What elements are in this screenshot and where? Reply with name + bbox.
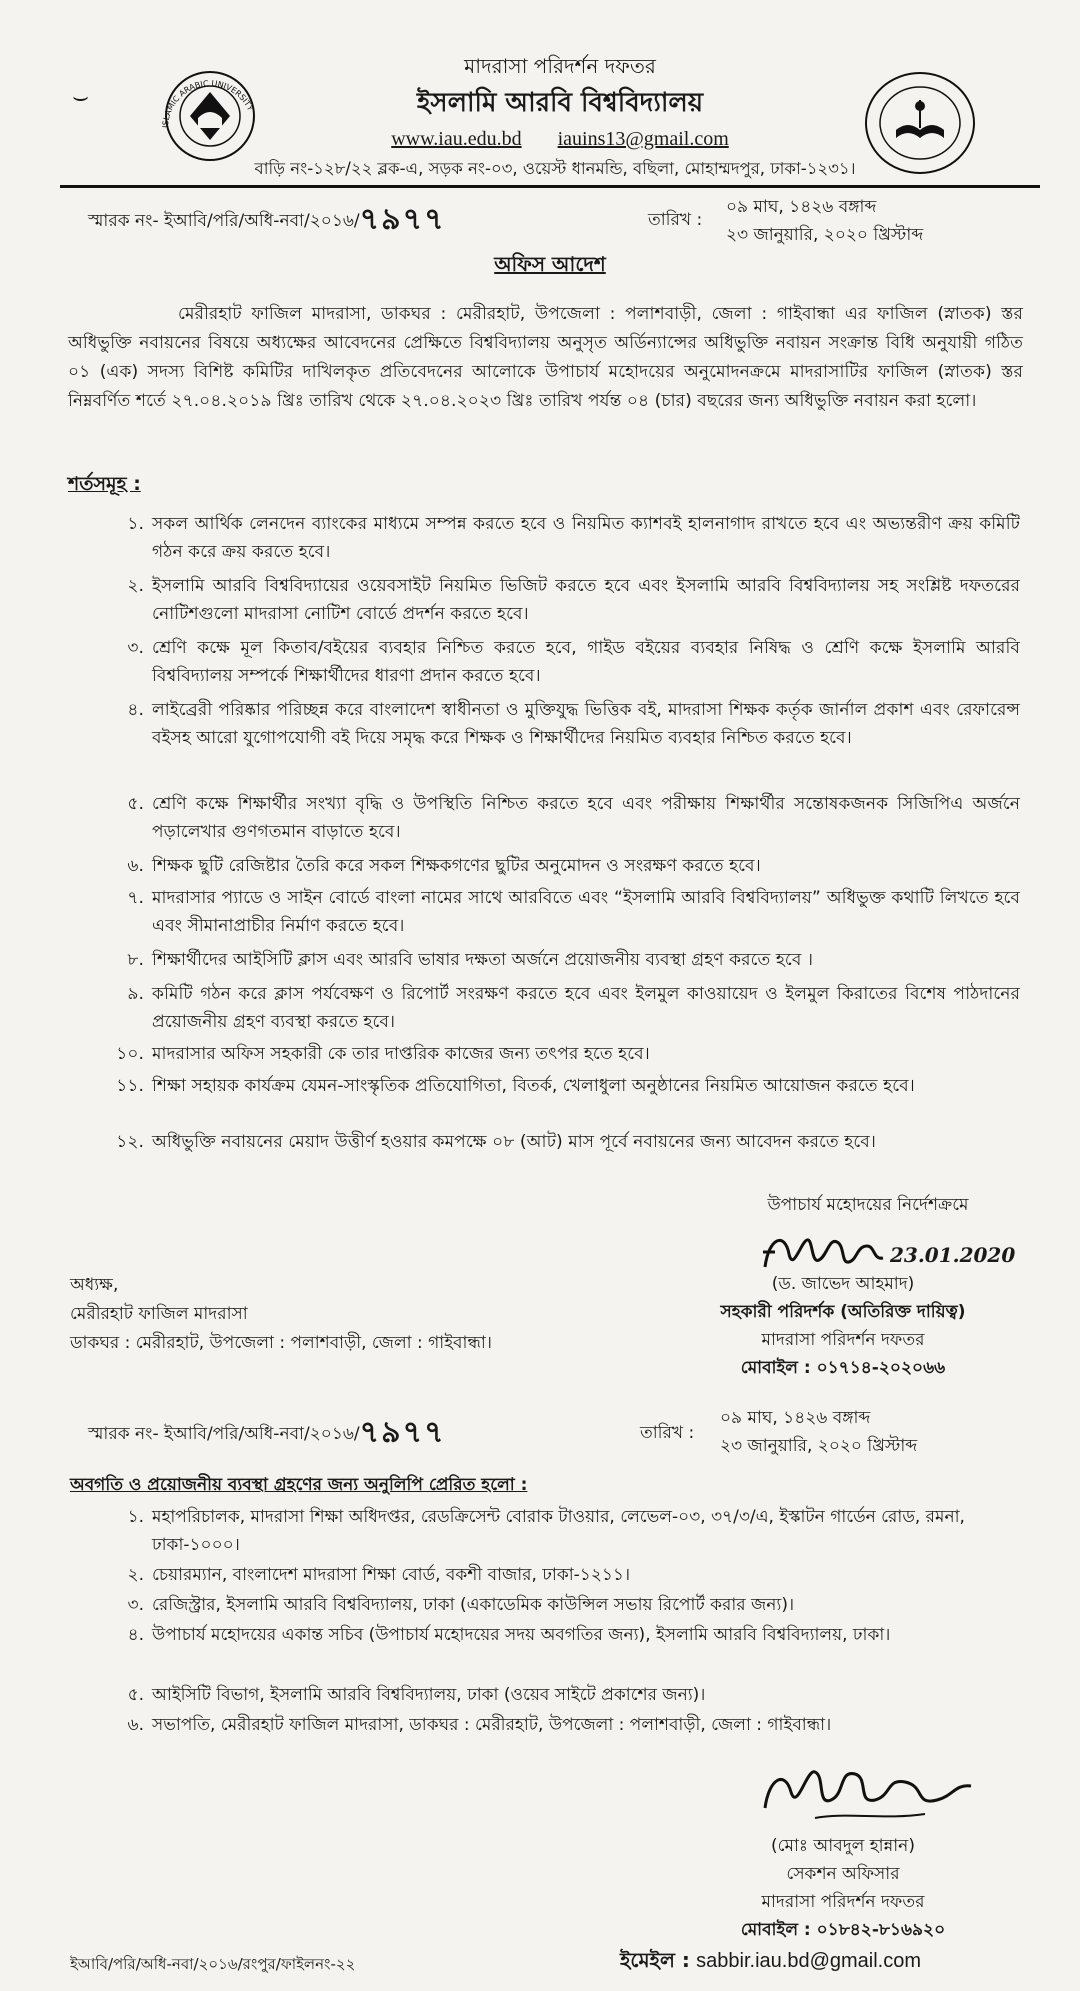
signatory-designation: সহকারী পরিদর্শক (অতিরিক্ত দায়িত্ব) <box>720 1302 966 1322</box>
memo-prefix: স্মারক নং- ইআবি/পরি/অধি-নবা/২০১৬/ <box>88 211 360 231</box>
signature-date: 23.01.2020 <box>890 1243 1016 1267</box>
condition-item: ১. সকল আর্থিক লেনদেন ব্যাংকের মাধ্যমে সম্পন্ন করতে হবে ও নিয়মিত ক্যাশবই হালনাগাদ রাখতে হবে এং অভ্যন্তরীণ ক্রয় কমিটি গঠন করে ক্রয় করতে হবে। <box>127 514 1020 562</box>
signatory-2-mobile: মোবাইল : ০১৮৪২-৮১৬৯২০ <box>740 1920 946 1940</box>
signatory-2-email[interactable]: sabbir.iau.bd@gmail.com <box>696 1950 922 1972</box>
recipient-address: ডাকঘর : মেরীরহাট, উপজেলা : পলাশবাড়ী, জেলা : গাইবান্ধা। <box>70 1333 492 1353</box>
condition-item: ৩. শ্রেণি কক্ষে মূল কিতাব/বইয়ের ব্যবহার নিশ্চিত করতে হবে, গাইড বইয়ের ব্যবহার নিষিদ্ধ ও শ্রেণি কক্ষে ইসলামি আরবি বিশ্ববিদ্যালয় সম্পর্কে শিক্ষার্থীদের ধারণা প্রদান করতে হবে। <box>127 638 1020 686</box>
date-bangla: ০৯ মাঘ, ১৪২৬ বঙ্গাব্দ <box>726 197 877 217</box>
cc-item: ২. চেয়ারম্যান, বাংলাদেশ মাদরাসা শিক্ষা বোর্ড, বকশী বাজার, ঢাকা-১২১১। <box>127 1565 631 1585</box>
condition-item: ৮. শিক্ষার্থীদের আইসিটি ক্লাস এবং আরবি ভাষার দক্ষতা অর্জনে প্রয়োজনীয় ব্যবস্থা গ্রহণ করতে হবে । <box>127 950 814 970</box>
cc-heading: অবগতি ও প্রয়োজনীয় ব্যবস্থা গ্রহণের জন্য অনুলিপি প্রেরিত হলো : <box>70 1475 528 1495</box>
logo-arc-text: ISLAMIC ARABIC UNIVERSITY <box>160 78 255 129</box>
condition-item: ৫. শ্রেণি কক্ষে শিক্ষার্থীর সংখ্যা বৃদ্ধি ও উপস্থিতি নিশ্চিত করতে হবে এবং পরীক্ষায় শিক্ষার্থীর সন্তোষকজনক সিজিপিএ অর্জনে পড়ালেখার গুণগতমান বাড়াতে হবে। <box>127 794 1020 842</box>
body-paragraph: মেরীরহাট ফাজিল মাদরাসা, ডাকঘর : মেরীরহাট, উপজেলা : পলাশবাড়ী, জেলা : গাইবান্ধা এর ফাজিল (স্নাতক) স্তর অধিভুক্তি নবায়নের বিষয়ে অধ্যক্ষের আবেদনের প্রেক্ষিতে বিশ্ববিদ্যালয় অনুসৃত অর্ডিন্যান্সের অধিভুক্তি নবায়ন সংক্রান্ত বিধি অনুযায়ী গঠিত ০১ (এক) সদস্য বিশিষ্ট কমিটির দাখিলকৃত প্রতিবেদনের আলোকে উপাচার্য মহোদয়ের অনুমোদনক্রমে মাদরাসাটির ফাজিল (স্নাতক) স্তর নিম্নবর্ণিত শর্তে ২৭.০৪.২০১৯ খ্রিঃ তারিখ থেকে ২৭.০৪.২০২৩ খ্রিঃ তারিখ পর্যন্ত ০৪ (চার) বছরের জন্য অধিভুক্তি নবায়ন করা হলো। <box>68 304 1023 411</box>
header-divider <box>60 185 1040 188</box>
memo-number: ৭৯৭৭ <box>359 202 446 237</box>
condition-item: ২. ইসলামি আরবি বিশ্ববিদ্যায়ের ওয়েবসাইট নিয়মিত ভিজিট করতে হবে এবং ইসলামি আরবি বিশ্ববিদ্যালয় সহ সংশ্লিষ্ট দফতরের নোটিশগুলো মাদরাসা নোটিশ বোর্ডে প্রদর্শন করতে হবে। <box>127 576 1020 624</box>
date-english-2: ২৩ জানুয়ারি, ২০২০ খ্রিস্টাব্দ <box>720 1436 918 1456</box>
signatory-2-name: (মোঃ আবদুল হান্নান) <box>771 1836 915 1856</box>
condition-item: ১০. মাদরাসার অফিস সহকারী কে তার দাপ্তরিক কাজের জন্য তৎপর হতে হবে। <box>116 1044 650 1064</box>
condition-item: ৬. শিক্ষক ছুটি রেজিষ্টার তৈরি করে সকল শিক্ষকগণের ছুটির অনুমোদন ও সংরক্ষণ করতে হবে। <box>127 856 761 876</box>
website-link[interactable]: www.iau.edu.bd <box>391 128 522 150</box>
cc-item: ৬. সভাপতি, মেরীরহাট ফাজিল মাদরাসা, ডাকঘর : মেরীরহাট, উপজেলা : পলাশবাড়ী, জেলা : গাইবান্ধা। <box>127 1715 832 1735</box>
cc-item: ৪. উপাচার্য মহোদয়ের একান্ত সচিব (উপাচার্য মহোদয়ের সদয় অবগতির জন্য), ইসলামি আরবি বিশ্ববিদ্যালয়, ঢাকা। <box>127 1625 891 1645</box>
recipient-title: অধ্যক্ষ, <box>70 1275 119 1295</box>
signatory-office: মাদরাসা পরিদর্শন দফতর <box>761 1330 925 1350</box>
seal-logo <box>860 68 980 178</box>
condition-item: ১২. অধিভুক্তি নবায়নের মেয়াদ উত্তীর্ণ হওয়ার কমপক্ষে ০৮ (আট) মাস পূর্বে নবায়নের জন্য আবেদন করতে হবে। <box>116 1132 876 1152</box>
cc-item: ১. মহাপরিচালক, মাদরাসা শিক্ষা অধিদপ্তর, রেডক্রিসেন্ট বোরাক টাওয়ার, লেভেল-০৩, ৩৭/৩/এ, ইস্কাটন গার্ডেন রোড, রমনা, ঢাকা-১০০০। <box>127 1507 965 1555</box>
document-title: অফিস আদেশ <box>494 252 606 276</box>
recipient-institution: মেরীরহাট ফাজিল মাদরাসা <box>70 1304 248 1324</box>
condition-item: ১১. শিক্ষা সহায়ক কার্যক্রম যেমন-সাংস্কৃতিক প্রতিযোগিতা, বিতর্ক, খেলাধুলা অনুষ্ঠানের নিয়মিত আয়োজন করতে হবে। <box>116 1076 915 1096</box>
memo-number-line-2 <box>88 1408 446 1459</box>
university-logo <box>150 58 270 166</box>
office-name: মাদরাসা পরিদর্শন দফতর <box>464 54 656 78</box>
cc-item: ৩. রেজিস্ট্রার, ইসলামি আরবি বিশ্ববিদ্যালয়, ঢাকা (একাডেমিক কাউন্সিল সভায় রিপোর্ট করার জন্য)। <box>127 1595 795 1615</box>
address-line: বাড়ি নং-১২৮/২২ ব্লক-এ, সড়ক নং-০৩, ওয়েস্ট ধানমন্ডি, বছিলা, মোহাম্মদপুর, ঢাকা-১২৩১। <box>254 159 856 178</box>
handwritten-tick-mark: ⌣ <box>72 82 90 112</box>
condition-item: ৪. লাইব্রেরী পরিষ্কার পরিচ্ছন্ন করে বাংলাদেশ স্বাধীনতা ও মুক্তিযুদ্ধ ভিত্তিক বই, মাদরাসা শিক্ষক কর্তৃক জার্নাল প্রকাশ এবং রেফারেন্স বইসহ আরো যুগোপযোগী বই দিয়ে সমৃদ্ধ করে শিক্ষক ও শিক্ষার্থীদের নিয়মিত ব্যবহার নিশ্চিত করতে হবে। <box>127 700 1020 748</box>
memo-prefix-2: স্মারক নং- ইআবি/পরি/অধি-নবা/২০১৬/ <box>88 1424 360 1444</box>
cc-item: ৫. আইসিটি বিভাগ, ইসলামি আরবি বিশ্ববিদ্যালয়, ঢাকা (ওয়েব সাইটে প্রকাশের জন্য)। <box>127 1685 706 1705</box>
signatory-mobile: মোবাইল : ০১৭১৪-২০২০৬৬ <box>740 1358 946 1378</box>
signatory-2-office: মাদরাসা পরিদর্শন দফতর <box>761 1892 925 1912</box>
contact-line <box>300 128 820 151</box>
email-label: ইমেইল : <box>620 1948 690 1972</box>
conditions-heading: শর্তসমূহ : <box>68 473 141 495</box>
date-label-2: তারিখ : <box>640 1423 695 1443</box>
university-name: ইসলামি আরবি বিশ্ববিদ্যালয় <box>416 88 704 118</box>
date-bangla-2: ০৯ মাঘ, ১৪২৬ বঙ্গাব্দ <box>720 1408 871 1428</box>
date-english: ২৩ জানুয়ারি, ২০২০ খ্রিস্টাব্দ <box>726 225 924 245</box>
condition-item: ৯. কমিটি গঠন করে ক্লাস পর্যবেক্ষণ ও রিপোর্ট সংরক্ষণ করতে হবে এবং ইলমুল কাওয়ায়েদ ও ইলমুল কিরাতের বিশেষ পাঠদানের প্রয়োজনীয় গ্রহণ ব্যবস্থা করতে হবে। <box>127 984 1020 1032</box>
email-link[interactable]: iauins13@gmail.com <box>557 128 729 150</box>
file-reference: ইআবি/পরি/অধি-নবা/২০১৬/রংপুর/ফাইলনং-২২ <box>70 1955 356 1973</box>
signature-2 <box>755 1748 985 1832</box>
memo-number-2: ৭৯৭৭ <box>359 1415 446 1450</box>
directive-line: উপাচার্য মহোদয়ের নির্দেশক্রমে <box>767 1195 969 1215</box>
date-label: তারিখ : <box>648 210 703 230</box>
signatory-name: (ড. জাভেদ আহমাদ) <box>771 1274 915 1294</box>
condition-item: ৭. মাদরাসার প্যাডে ও সাইন বোর্ডে বাংলা নামের সাথে আরবিতে এবং “ইসলামি আরবি বিশ্ববিদ্যালয়” অধিভুক্ত কথাটি লিখতে হবে এবং সীমানাপ্রাচীর নির্মাণ করতে হবে। <box>127 888 1020 936</box>
signatory-2-email-line <box>620 1946 921 1979</box>
memo-number-line <box>88 195 446 246</box>
signatory-2-designation: সেকশন অফিসার <box>786 1864 900 1884</box>
